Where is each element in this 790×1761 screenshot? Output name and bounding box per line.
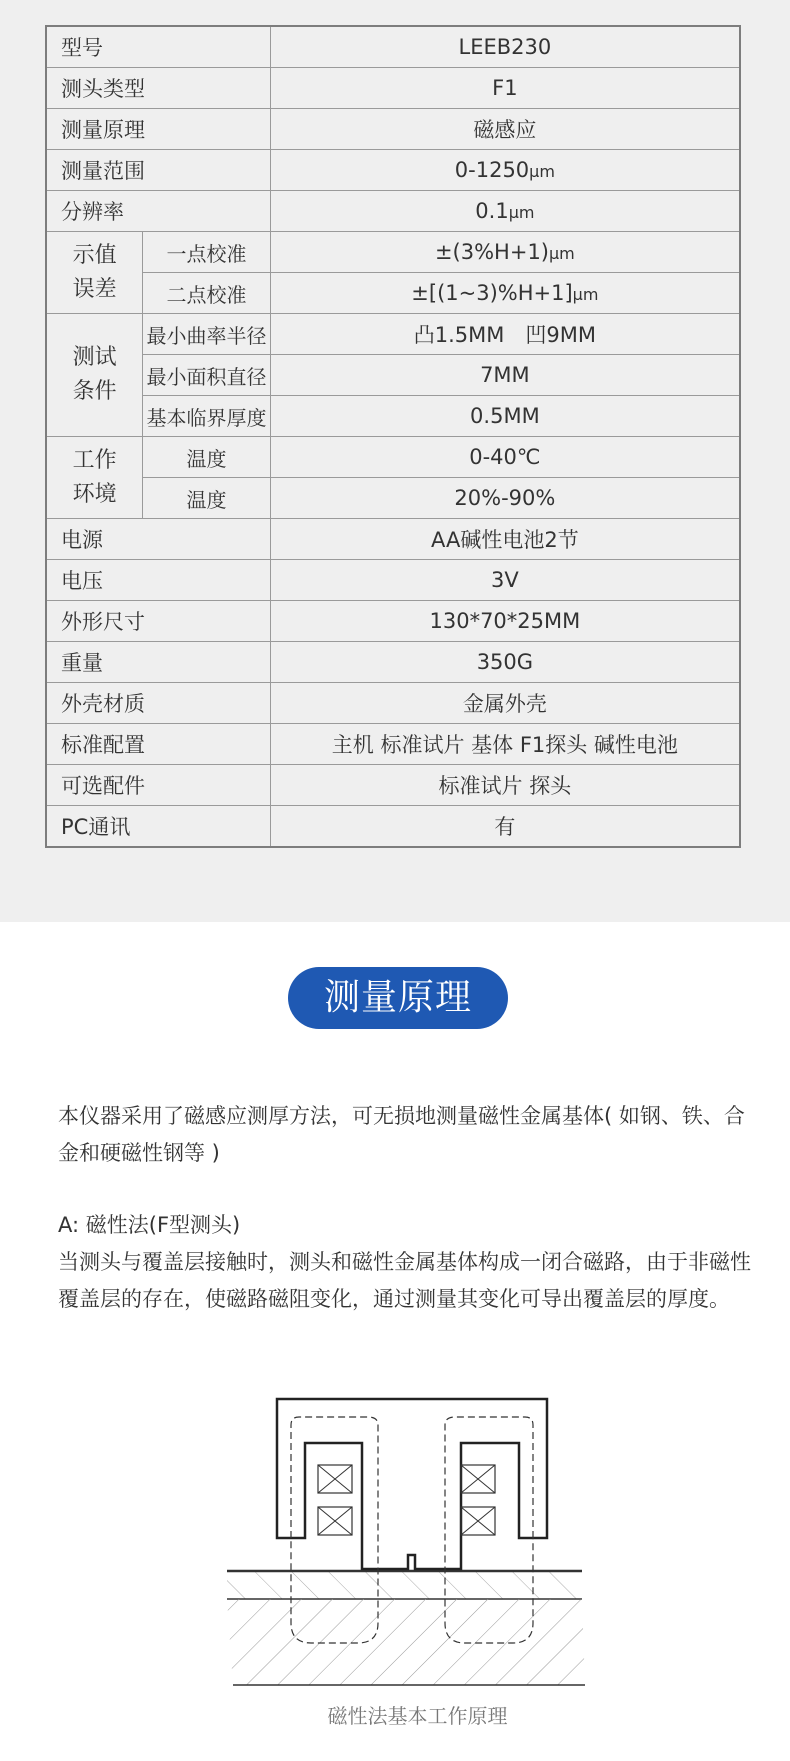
sub-label: 温度: [143, 437, 271, 478]
table-row: [46, 642, 740, 683]
intro-paragraph: 本仪器采用了磁感应测厚方法，可无损地测量磁性金属基体( 如钢、铁、合金和硬磁性钢等 ): [58, 1104, 745, 1165]
value-text: ±(3%H+1): [434, 240, 549, 264]
group-label-line: 测试: [72, 345, 117, 370]
table-row: [46, 806, 740, 848]
diagram-caption: 磁性法基本工作原理: [327, 1704, 508, 1728]
group-label-line: 误差: [72, 276, 117, 302]
sub-label: 最小曲率半径: [143, 314, 271, 355]
spec-label: 可选配件: [46, 765, 270, 806]
spec-label: 测量原理: [46, 109, 270, 150]
table-row: [46, 26, 740, 68]
table-row: [46, 355, 740, 396]
table-row: [46, 314, 740, 355]
method-paragraph: 当测头与覆盖层接触时，测头和磁性金属基体构成一闭合磁路，由于非磁性覆盖层的存在，使磁路磁阻变化，通过测量其变化可导出覆盖层的厚度。: [58, 1250, 751, 1311]
group-label: [46, 232, 143, 314]
group-label-line: 示值: [72, 242, 117, 268]
spec-value: 3V: [270, 560, 740, 601]
table-row: [46, 478, 740, 519]
group-label-line: 条件: [72, 379, 117, 404]
spec-value: F1: [270, 68, 740, 109]
spec-value: 20%-90%: [270, 478, 740, 519]
spec-value: 350G: [270, 642, 740, 683]
spec-label: PC通讯: [46, 806, 270, 848]
spec-label: 重量: [46, 642, 270, 683]
spec-label: 电压: [46, 560, 270, 601]
spec-label: 电源: [46, 519, 270, 560]
spec-label: 外形尺寸: [46, 601, 270, 642]
table-row: [46, 68, 740, 109]
table-row: [46, 109, 740, 150]
unit-text: μm: [508, 203, 535, 222]
group-label: [46, 437, 143, 519]
coil-left: [318, 1465, 352, 1535]
metal-substrate: [227, 1599, 585, 1685]
table-row: [46, 232, 740, 273]
spec-value: [270, 232, 740, 273]
table-row: [46, 273, 740, 314]
unit-text: μm: [572, 285, 599, 304]
spec-value: [270, 150, 740, 191]
spec-table: [45, 25, 741, 848]
spec-value: [270, 273, 740, 314]
table-row: [46, 601, 740, 642]
section-heading: 测量原理: [288, 967, 508, 1029]
value-text: 0.1: [475, 199, 509, 223]
sub-label: 最小面积直径: [143, 355, 271, 396]
spec-label: 型号: [46, 26, 270, 68]
spec-value: AA碱性电池2节: [270, 519, 740, 560]
group-label-line: 工作: [72, 447, 117, 473]
spec-value: 130*70*25MM: [270, 601, 740, 642]
spec-value: 0-40℃: [270, 437, 740, 478]
table-row: [46, 683, 740, 724]
method-title: A: 磁性法(F型测头): [58, 1213, 241, 1237]
magnetic-method-diagram: [225, 1395, 595, 1695]
sub-label: 二点校准: [143, 273, 271, 314]
spec-value: 标准试片 探头: [270, 765, 740, 806]
table-row: [46, 765, 740, 806]
group-label-line: 环境: [72, 481, 117, 507]
spec-value: 凸1.5MM 凹9MM: [270, 314, 740, 355]
spec-label: 测头类型: [46, 68, 270, 109]
spec-label: 测量范围: [46, 150, 270, 191]
table-row: [46, 396, 740, 437]
coating-layer: [227, 1571, 582, 1599]
unit-text: μm: [529, 162, 555, 181]
table-row: [46, 437, 740, 478]
sub-label: 基本临界厚度: [143, 396, 271, 437]
table-row: [46, 191, 740, 232]
table-row: [46, 519, 740, 560]
spec-label: 标准配置: [46, 724, 270, 765]
spec-value: 磁感应: [270, 109, 740, 150]
table-row: [46, 724, 740, 765]
group-label: [46, 314, 143, 437]
spec-label: 分辨率: [46, 191, 270, 232]
table-row: [46, 150, 740, 191]
sub-label: 一点校准: [143, 232, 271, 273]
spec-value: LEEB230: [270, 26, 740, 68]
spec-value: 0.5MM: [270, 396, 740, 437]
coil-right: [461, 1465, 495, 1535]
spec-value: 金属外壳: [270, 683, 740, 724]
spec-value: 7MM: [270, 355, 740, 396]
spec-value: [270, 191, 740, 232]
table-row: [46, 560, 740, 601]
value-text: ±[(1~3)%H+1]: [411, 281, 573, 305]
sub-label: 温度: [143, 478, 271, 519]
spec-value: 主机 标准试片 基体 F1探头 碱性电池: [270, 724, 740, 765]
spec-value: 有: [270, 806, 740, 848]
value-text: 0-1250: [454, 158, 530, 182]
spec-label: 外壳材质: [46, 683, 270, 724]
unit-text: μm: [549, 244, 575, 263]
